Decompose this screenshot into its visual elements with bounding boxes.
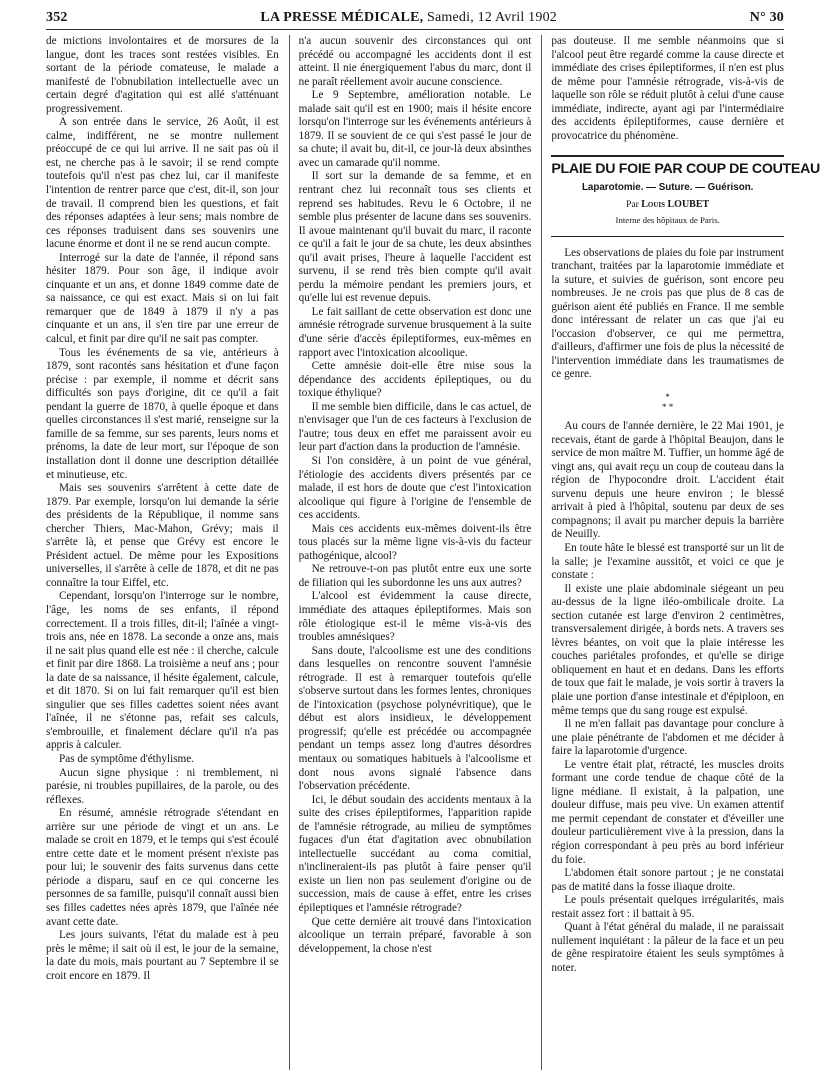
column-1	[46, 35, 279, 1070]
paragraph: Interrogé sur la date de l'année, il répond sans hésiter 1879. Pour son âge, il indique avoir cinquante et un ans, et donne 1849 comme date de sa naissance, ce qui est exact. Mais si on lui fait remarquer que de 1849 à 1879 il n'y a pas cinquante et un ans, il s'en tire par une erreur de calcul, et finit par dire qu'il ne sait pas compter.	[46, 251, 279, 346]
text-columns	[46, 35, 820, 1070]
paragraph: Cependant, lorsqu'on l'interroge sur le nombre, l'âge, les noms de ses enfants, il répond correctement. Il a trois filles, dit-il; l'aînée a vingt-trois ans, née en 1878. La seconde a onze ans, mais il ne sait plus quand elle est née : il cherche, calcule et finit par dire 1868. La troisième a neuf ans ; pour la date de sa naissance, il hésite également, calcule, et dit 1870. Si on lui fait remarquer qu'il est bien singulier que ses filles cadettes soient nées avant l'aînée, il ne s'étonne pas, refait ses calculs, s'embrouille, et finalement déclare qu'il n'a pas appris à calculer.	[46, 590, 279, 752]
journal-title: LA PRESSE MÉDICALE,	[260, 10, 424, 25]
paragraph: Que cette dernière ait trouvé dans l'intoxication alcoolique un terrain préparé, favorable à son développement, la chose n'est	[298, 915, 532, 955]
paragraph: Le pouls présentait quelques irrégularités, mais restait assez fort : il battait à 95.	[551, 894, 785, 920]
paragraph: Cette amnésie doit-elle être mise sous la dépendance des accidents épileptiques, ou du toxique éthylique?	[298, 360, 532, 400]
paragraph: Si l'on considère, à un point de vue général, l'étiologie des accidents divers présentés par ce malade, il est hors de doute que c'est l'intoxication alcoolique qui figure à l'origine de l'ensemble de ces accidents.	[298, 454, 532, 522]
article-byline	[551, 198, 784, 213]
asterism-top: *	[665, 392, 670, 403]
paragraph: Les jours suivants, l'état du malade est à peu près le même; il sait où il est, le jour de la semaine, la date du mois, mais pourtant au 7 Septembre il se croit encore en 1879. Il	[46, 929, 279, 982]
paragraph: Quant à l'état général du malade, il ne paraissait nullement inquiétant : la pâleur de la face et un peu de gêne respiratoire étaient les seuls symptômes à noter.	[551, 921, 785, 974]
paragraph: Le 9 Septembre, amélioration notable. Le malade sait qu'il est en 1900; mais il hésite encore lorsqu'on l'interroge sur les événements antérieurs à 1879. Il se souvient de ce qui s'est passé le jour de sa chute; il avait bu, dit-il, ce jour-là deux absinthes avec un camarade qu'il nomme.	[298, 89, 532, 169]
column-2	[289, 35, 532, 1070]
paragraph: Le ventre était plat, rétracté, les muscles droits formant une corde tendue de chaque côté de la ligne médiane. Il existait, à la palpation, une douleur diffuse, mais peu vive. Un examen attentif me permit cependant de constater et d'éveiller une douleur particulièrement vive à la pression, dans la région correspondant à peu près au bord inférieur du foie.	[551, 758, 785, 866]
paragraph: pas douteuse. Il me semble néanmoins que si l'alcool peut être regardé comme la cause directe et immédiate des crises épileptiformes, il n'en est plus de même pour l'amnésie rétrograde, vis-à-vis de laquelle son rôle se réduit plutôt à celui d'une cause immédiate, indirecte, ayant agi par l'intermédiaire des accidents épileptiformes, cause dernière et provocatrice du phénomène.	[551, 35, 785, 142]
paragraph: En résumé, amnésie rétrograde s'étendant en arrière sur une période de vingt et un ans. Le malade se croit en 1879, et le temps qui s'est écoulé entre cette date et le moment présent n'existe pas pour lui; le souvenir des faits survenus dans cette période a disparu, sauf en ce qui concerne les personnes de sa famille, puisqu'il connaît aussi bien ses filles cadettes nées après 1879, que l'aînée née avant cette date.	[46, 807, 279, 928]
paragraph: Pas de symptôme d'éthylisme.	[59, 752, 195, 765]
paragraph: Il ne m'en fallait pas davantage pour conclure à une plaie pénétrante de l'abdomen et me décider à faire la laparotomie d'urgence.	[551, 718, 785, 758]
paragraph: Au cours de l'année dernière, le 22 Mai 1901, je recevais, étant de garde à l'hôpital Beaujon, dans le service de mon maître M. Tuffier, un homme âgé de vingt ans, qui avait reçu un coup de couteau dans la région de l'hypocondre droit. L'accident était survenu depuis une heure environ ; le blessé arrivait à pied à l'hôpital, soutenu par deux de ses compagnons; il avait pu marcher depuis la barrière de Neuilly.	[551, 420, 785, 541]
paragraph: Mais ses souvenirs s'arrêtent à cette date de 1879. Par exemple, lorsqu'on lui demande la série des présidents de la République, il nomme sans chercher Thiers, Mac-Mahon, Grévy; mais il s'arrête là, et pense que Grévy est encore le Président actuel. De même pour les Expositions universelles, il s'arrête à celle de 1878, et dit ne pas connaître la tour Eiffel, etc.	[46, 482, 279, 589]
paragraph: de mictions involontaires et de morsures de la langue, dont les traces sont restées visibles. En sortant de la période comateuse, le malade a manifesté de l'obnubilation intellectuelle avec un certain degré d'agitation qui est allé s'atténuant progressivement.	[46, 35, 279, 115]
article-subtitle: Laparotomie. — Suture. — Guérison.	[581, 181, 754, 193]
case-report-text	[551, 420, 784, 975]
running-header	[46, 10, 784, 30]
paragraph: Sans doute, l'alcoolisme est une des conditions dans lesquelles on rencontre souvent l'amnésie rétrograde. Il est à remarquer toutefois qu'elle s'observe surtout dans les formes lentes, chroniques de l'intoxication (psychose polynévritique), que le début est alors insidieux, le développement progressif; qu'elle est précédée ou accompagnée pendant un temps assez long d'autres désordres mentaux ou somatiques habituels à l'alcoolisme et dont nous avons signalé l'absence dans l'observation précédente.	[298, 644, 532, 793]
byline-prefix: Par	[626, 200, 639, 211]
article-heading	[551, 155, 820, 236]
paragraph: Il sort sur la demande de sa femme, et en rentrant chez lui reconnaît tous ses clients et reprend ses habitudes. Revu le 6 Octobre, il ne semble plus présenter de lacune dans ses souvenirs. Il avoue maintenant qu'il buvait du marc, il raconte ce qu'il a fait le jour de sa chute, les deux absinthes qu'il avait prises, l'heure à laquelle l'accident est survenu, il se rend très bien compte qu'il avait perdu la mémoire pendant les premiers jours, et qu'elle lui est revenue depuis.	[298, 170, 532, 305]
paragraph: A son entrée dans le service, 26 Août, il est calme, indifférent, ne se montre nullement préoccupé de ce qui lui arrive. Il ne sait pas où il est, ne cherche pas à le savoir; il se rend compte toutefois qu'il n'est pas chez lui, car il manifeste l'intention de rentrer parce que c'est, dit-il, son jour de travail. Il comprend bien les questions, et fait des réponses adaptées à leur sens; mais nombre de ces réponses traduisent dans ses souvenirs une lacune énorme et dont il ne se rend aucun compte.	[46, 116, 279, 251]
paragraph: Ici, le début soudain des accidents mentaux à la suite des crises épileptiformes, l'apparition rapide de l'amnésie rétrograde, au milieu de symptômes fugaces d'un état d'agitation avec obnubilation intellectuelle succédant au coma comitial, n'inclineraient-ils pas plutôt à faire penser qu'il existe un lien non pas seulement d'origine ou de succession, mais de cause à effet, entre les crises épileptiques et l'amnésie rétrograde?	[298, 793, 532, 914]
paragraph: L'abdomen était sonore partout ; je ne constatai pas de matité dans la fosse iliaque droite.	[551, 867, 785, 893]
issue-number: N° 30	[749, 10, 784, 25]
paragraph: Tous les événements de sa vie, antérieurs à 1879, sont racontés sans hésitation et d'une façon précise : par exemple, il nomme et décrit sans difficultés son pays d'origine, dit ce qu'il a fait pendant la guerre de 1870, à quelle époque et dans quelles circonstances il s'est marié, renseigne sur la famille de sa femme, sur ses parents, leurs noms et prénoms, la date de leur mort, sur l'époque de son installation dont il donne une description détaillée et minutieuse, etc.	[46, 346, 279, 481]
paragraph: n'a aucun souvenir des circonstances qui ont précédé ou accompagné les accidents dont il est atteint. Il nie énergiquement l'abus du marc, dont il ne paraît réellement avoir aucune conscience.	[298, 35, 532, 88]
article-title: PLAIE DU FOIE PAR COUP DE COUTEAU	[551, 161, 820, 178]
article-introduction	[551, 247, 784, 382]
paragraph: L'alcool est évidemment la cause directe, immédiate des attaques épileptiformes. Mais son rôle étiologique est-il le même vis-à-vis des troubles amnésiques?	[298, 590, 532, 644]
paragraph: Il me semble bien difficile, dans le cas actuel, de n'envisager que l'un de ces facteurs à l'exclusion de l'autre; tous deux en effet me paraissent avoir eu leur part d'action dans la production de l'amnésie.	[298, 400, 532, 454]
paragraph: Ne retrouve-t-on pas plutôt entre eux une sorte de filiation qui les subordonne les uns aux autres?	[298, 563, 532, 589]
page-number: 352	[46, 10, 68, 25]
paragraph: Les observations de plaies du foie par instrument tranchant, traitées par la laparotomie immédiate et la suture, et suivies de guérison, sont encore peu nombreuses. Je ne crois pas que plus de 8 cas de guérison aient été publiés en France. Il me semble donc intéressant de relater un cas que j'ai eu l'occasion d'observer, ce qui me permettra, d'ailleurs, d'affirmer une fois de plus la nécessité de l'intervention immédiate dans les traumatismes de ce genre.	[551, 246, 785, 381]
paragraph: En toute hâte le blessé est transporté sur un lit de la salle; je l'examine aussitôt, et voici ce que je constate :	[551, 541, 785, 582]
paragraph: Il existe une plaie abdominale siégeant un peu au-dessus de la ligne iléo-ombilicale droite. La section cutanée est large d'environ 2 centimètres, transversalement dirigée, à bords nets. A travers ses lèvres béantes, on voit que la plaie intéresse les couches pariétales profondes, et qu'elle se dirige obliquement en haut et en dedans. Dans les efforts de toux que fait le malade, je vois sortir à travers la plaie une portion d'anse intestinale et d'épiploon, en même temps que du sang rouge est expulsé.	[551, 582, 785, 717]
issue-date: Samedi, 12 Avril 1902	[427, 10, 557, 25]
asterism-bottom: * *	[662, 402, 674, 413]
journal-header-title	[260, 10, 557, 26]
paragraph: Le fait saillant de cette observation est donc une amnésie rétrograde survenue brusquement à la suite d'une série d'accès épileptiformes, eux-mêmes en rapport avec l'intoxication alcoolique.	[298, 305, 532, 359]
section-asterism	[551, 392, 784, 412]
column-3-continued-text	[551, 35, 784, 143]
paragraph: Aucun signe physique : ni tremblement, ni parésie, ni troubles pupillaires, de la parole, ou des réflexes.	[46, 766, 279, 806]
author-affiliation: Interne des hôpitaux de Paris.	[615, 215, 720, 226]
column-3	[541, 35, 820, 1070]
article-author: Louis LOUBET	[641, 199, 710, 211]
paragraph: Mais ces accidents eux-mêmes doivent-ils être tous placés sur la même ligne vis-à-vis du facteur pathogénique, alcool?	[298, 522, 532, 562]
